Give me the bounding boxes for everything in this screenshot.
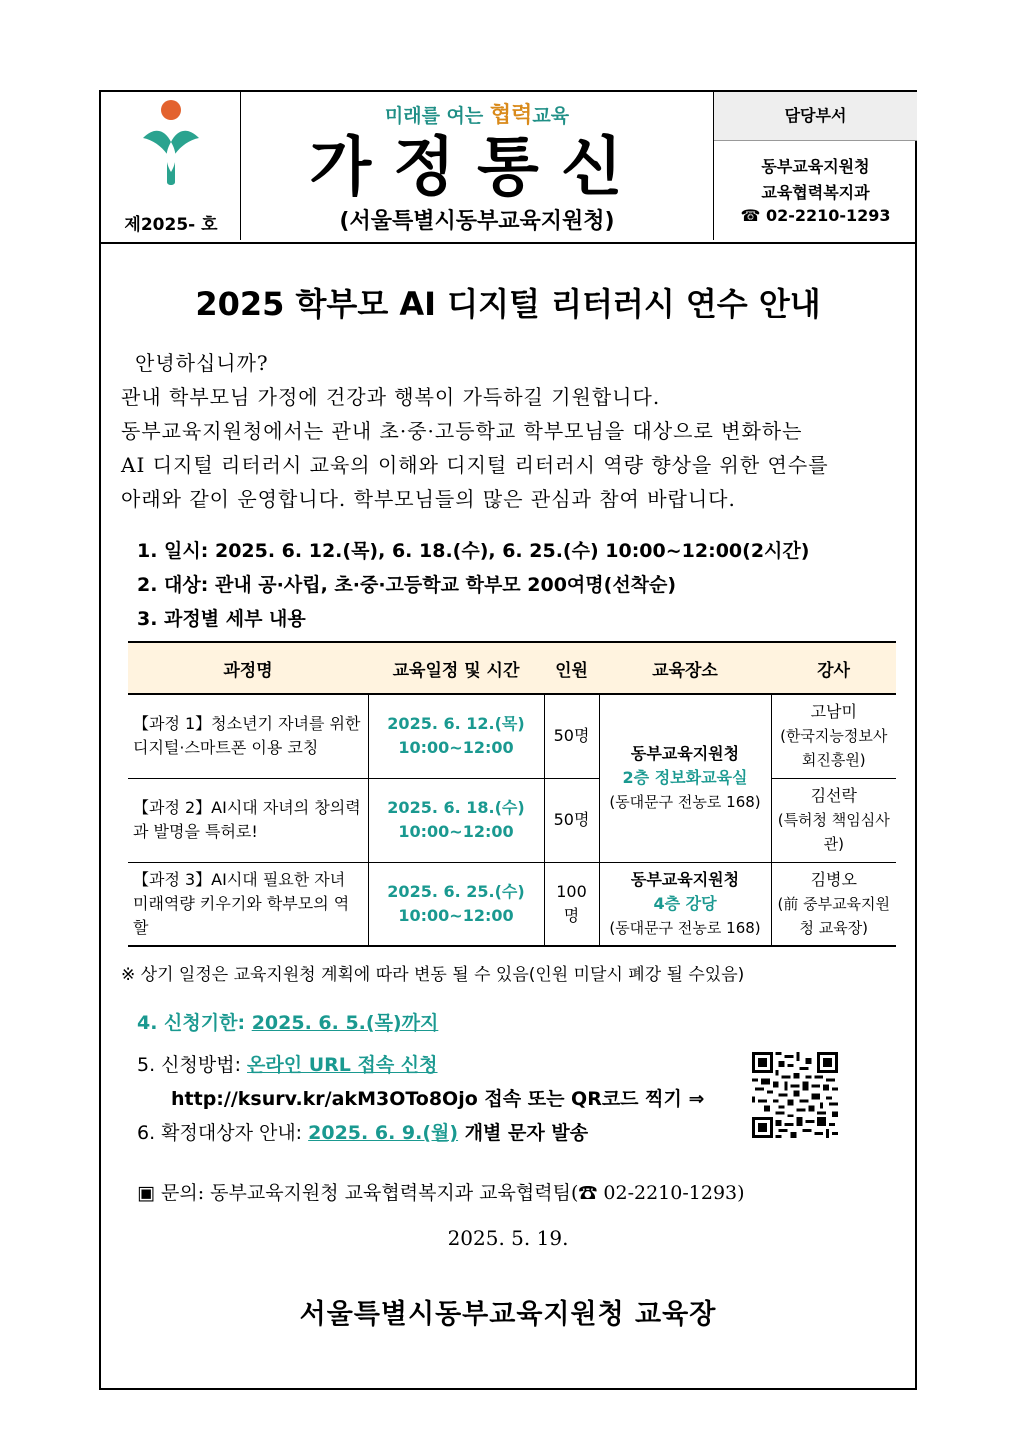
notice-date: 2025. 6. 9.(월) (308, 1122, 459, 1144)
seoul-education-logo-icon (135, 96, 207, 192)
issue-number: 제2025- 호 (124, 215, 218, 235)
apply-url-suffix: 접속 또는 QR코드 찍기 ⇒ (477, 1088, 705, 1110)
newsletter-subtitle: (서울특별시동부교육지원청) (339, 209, 615, 234)
venue-a (599, 694, 771, 862)
table-row (128, 862, 896, 946)
col-header-course: 과정명 (128, 642, 368, 694)
issue-date: 2025. 5. 19. (447, 1226, 569, 1250)
instructor-org: (前 중부교육지원청 교육장) (777, 894, 891, 937)
course-table (128, 641, 896, 947)
col-header-count: 인원 (544, 642, 599, 694)
notice-suffix: 개별 문자 발송 (458, 1122, 589, 1144)
course-time: 10:00~12:00 (398, 905, 514, 925)
instructor (771, 862, 896, 946)
item-target: 2. 대상: 관내 공·사립, 초·중·고등학교 학부모 200여명(선착순) (137, 574, 677, 596)
document-title: 2025 학부모 AI 디지털 리터러시 연수 안내 (195, 285, 821, 323)
deadline-label: 4. 신청기한: (137, 1012, 252, 1034)
slogan-highlight: 협력 (489, 103, 533, 128)
department-cell (714, 92, 917, 240)
contact-info: ▣ 문의: 동부교육지원청 교육협력복지과 교육협력팀(☎ 02-2210-1293) (137, 1182, 745, 1204)
col-header-venue: 교육장소 (599, 642, 771, 694)
newsletter-title: 가정통신 (309, 131, 645, 205)
header (101, 92, 915, 244)
venue-name: 동부교육지원청 (630, 744, 740, 764)
department-phone: ☎ 02-2210-1293 (740, 206, 891, 225)
greeting: 안녕하십니까? (135, 351, 269, 375)
schedule-note: ※ 상기 일정은 교육지원청 계획에 따라 변동 될 수 있음(인원 미달시 폐강 될 수있음) (121, 965, 745, 985)
col-header-schedule: 교육일정 및 시간 (368, 642, 544, 694)
department-office: 동부교육지원청 (761, 157, 870, 176)
instructor-org: (한국지능정보사회진흥원) (780, 727, 888, 770)
intro-line: AI 디지털 리터러시 교육의 이해와 디지털 리터러시 역량 향상을 위한 연수를 (121, 453, 829, 477)
course-date: 2025. 6. 25.(수) (387, 881, 525, 901)
table-row (128, 778, 896, 862)
slogan-text: 미래를 여는 (384, 105, 490, 127)
instructor-name: 김선락 (810, 786, 857, 805)
course-name: 【과정 3】AI시대 필요한 자녀 미래역량 키우기와 학부모의 역할 (128, 862, 368, 946)
item-schedule: 1. 일시: 2025. 6. 12.(목), 6. 18.(수), 6. 25.(수) 10:00~12:00(2시간) (137, 540, 810, 562)
info-items (137, 534, 809, 636)
course-schedule (368, 778, 544, 862)
course-schedule (368, 862, 544, 946)
intro-line: 관내 학부모님 가정에 건강과 행복이 가득하길 기원합니다. (121, 385, 661, 409)
col-header-instructor: 강사 (771, 642, 896, 694)
item-details: 3. 과정별 세부 내용 (137, 608, 306, 630)
apply-url-link[interactable]: http://ksurv.kr/akM3OTo8Ojo (171, 1088, 478, 1110)
qr-code-icon[interactable] (752, 1052, 838, 1138)
course-schedule (368, 694, 544, 778)
application-method (137, 1048, 704, 1150)
venue-address: (동대문구 전농로 168) (609, 918, 761, 937)
course-date: 2025. 6. 18.(수) (387, 798, 525, 817)
venue-room: 2층 정보화교육실 (622, 768, 748, 788)
deadline-date: 2025. 6. 5.(목)까지 (251, 1012, 439, 1034)
notice-label: 6. 확정대상자 안내: (137, 1122, 309, 1144)
course-name: 【과정 2】AI시대 자녀의 창의력과 발명을 특허로! (128, 778, 368, 862)
course-time: 10:00~12:00 (398, 822, 514, 841)
venue-b (599, 862, 771, 946)
venue-name: 동부교육지원청 (630, 869, 740, 889)
title-cell (241, 92, 714, 240)
apply-label: 5. 신청방법: (137, 1054, 248, 1076)
instructor-name: 김병오 (810, 869, 857, 889)
course-date: 2025. 6. 12.(목) (387, 714, 525, 734)
table-header-row (128, 642, 896, 694)
course-count: 100명 (544, 862, 599, 946)
course-name: 【과정 1】청소년기 자녀를 위한 디지털·스마트폰 이용 코칭 (128, 694, 368, 778)
slogan-text-end: 교육 (532, 105, 570, 127)
application-deadline (137, 1008, 438, 1035)
venue-address: (동대문구 전농로 168) (609, 793, 761, 812)
slogan (241, 98, 713, 129)
table-row (128, 694, 896, 778)
intro-line: 동부교육지원청에서는 관내 초·중·고등학교 학부모님을 대상으로 변화하는 (121, 419, 803, 443)
venue-room: 4층 강당 (653, 893, 717, 913)
document-frame (99, 90, 917, 1390)
department-division: 교육협력복지과 (761, 183, 870, 202)
department-label: 담당부서 (714, 92, 917, 141)
instructor-org: (특허청 책임심사관) (777, 811, 890, 853)
intro-text (121, 346, 911, 516)
course-count: 50명 (544, 778, 599, 862)
logo-cell (101, 92, 241, 240)
instructor-name: 고남미 (810, 702, 857, 722)
intro-line: 아래와 같이 운영합니다. 학부모님들의 많은 관심과 참여 바랍니다. (121, 487, 736, 511)
instructor (771, 694, 896, 778)
course-time: 10:00~12:00 (398, 738, 514, 758)
instructor (771, 778, 896, 862)
course-count: 50명 (544, 694, 599, 778)
signer: 서울특별시동부교육지원청 교육장 (299, 1299, 717, 1330)
apply-method: 온라인 URL 접속 신청 (247, 1054, 438, 1076)
